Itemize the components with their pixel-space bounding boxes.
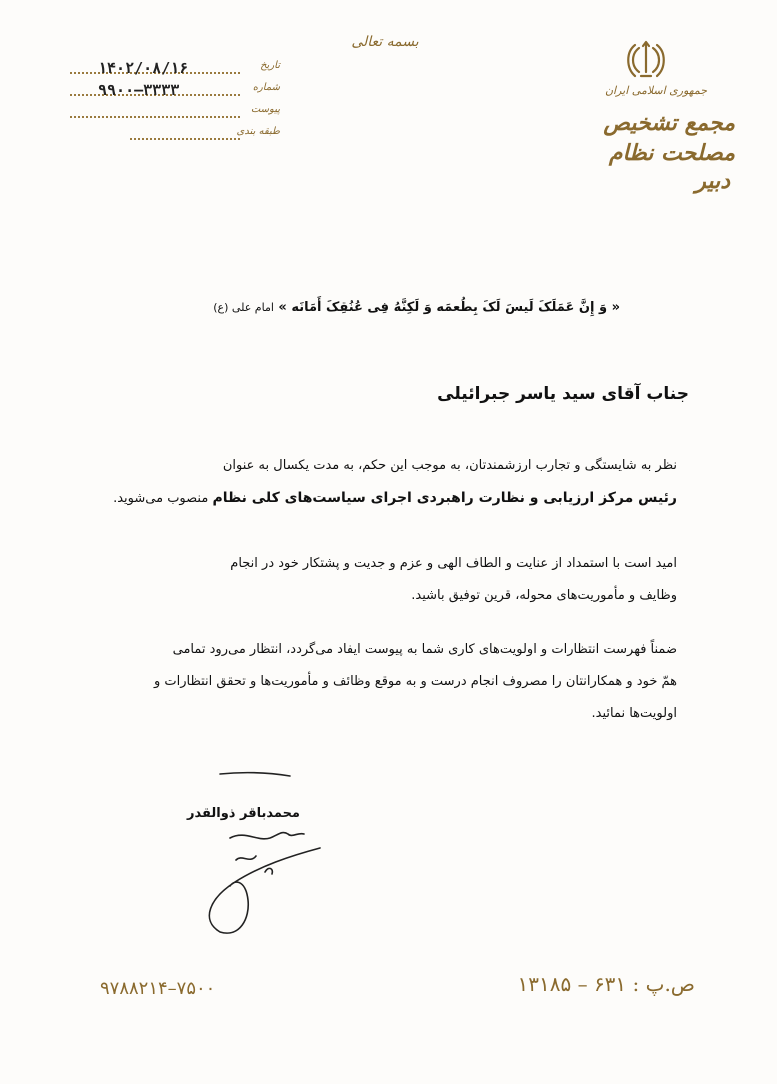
quote-attribution: امام علی (ع) bbox=[213, 301, 274, 314]
paragraph-line: اولویت‌ها نمائید. bbox=[591, 706, 677, 721]
paragraph-line: ضمناً فهرست انتظارات و اولویت‌های کاری شما به پیوست ایفاد می‌گردد، انتظار می‌رود تمامی bbox=[172, 642, 677, 657]
date-value: ۱۴۰۲/۰۸/۱۶ bbox=[98, 59, 189, 77]
organization-title: مجمع تشخیص مصلحت نظام bbox=[603, 110, 735, 166]
paragraph-line: وظایف و مأموریت‌های محوله، قرین توفیق باشید. bbox=[411, 588, 677, 603]
handwritten-signature bbox=[170, 760, 340, 940]
signatory-name: محمدباقر ذوالقدر bbox=[187, 806, 300, 821]
recipient: جناب آقای سید یاسر جبرائیلی bbox=[437, 384, 689, 404]
paragraph-line bbox=[113, 482, 677, 514]
dotted-line bbox=[70, 116, 240, 118]
attachment-field bbox=[70, 102, 280, 124]
paragraph-wishes bbox=[117, 548, 677, 612]
dotted-line bbox=[130, 138, 240, 140]
date-field bbox=[70, 58, 280, 80]
postal-box: ص.پ : ۶۳۱ – ۱۳۱۸۵ bbox=[517, 972, 695, 996]
classification-field bbox=[70, 124, 280, 146]
paragraph-appointment bbox=[113, 450, 677, 514]
classification-label: طبقه بندی bbox=[236, 126, 280, 137]
office-title: دبیر bbox=[695, 168, 730, 194]
paragraph-expectations bbox=[117, 634, 677, 730]
number-value: ۹۹۰۰–۳۳۳۳ bbox=[98, 81, 180, 99]
phone-number: ۹۷۸۸۲۱۴–۷۵۰۰ bbox=[100, 978, 216, 999]
quote bbox=[180, 300, 620, 315]
attachment-label: پیوست bbox=[250, 104, 280, 115]
paragraph-line: نظر به شایستگی و تجارب ارزشمندتان، به موجب این حکم، به مدت یکسال به عنوان bbox=[222, 458, 677, 473]
paragraph-line: امید است با استمداد از عنایت و الطاف الهی و عزم و جدیت و پشتکار خود در انجام bbox=[230, 556, 677, 571]
date-label: تاریخ bbox=[260, 60, 280, 71]
iran-emblem-icon bbox=[626, 40, 666, 82]
appointment-tail: منصوب می‌شوید. bbox=[113, 491, 209, 506]
number-label: شماره bbox=[252, 82, 280, 93]
letter-meta bbox=[70, 58, 280, 146]
country-name: جمهوری اسلامی ایران bbox=[604, 84, 708, 97]
bismillah: بسمه تعالی bbox=[351, 34, 419, 50]
quote-text: « وَ إِنَّ عَمَلَکَ لَیسَ لَکَ بِطُعمَه وَ لَکِنَّهُ فِی عُنُقِکَ أَمَانَه » bbox=[278, 300, 620, 315]
number-field bbox=[70, 80, 280, 102]
paragraph-line: همّ خود و همکارانتان را مصروف انجام درست و به موقع وظائف و مأموریت‌ها و تحقق انتظارات و bbox=[153, 674, 677, 689]
position-title: رئیس مرکز ارزیابی و نظارت راهبردی اجرای سیاست‌های کلی نظام bbox=[212, 490, 677, 506]
